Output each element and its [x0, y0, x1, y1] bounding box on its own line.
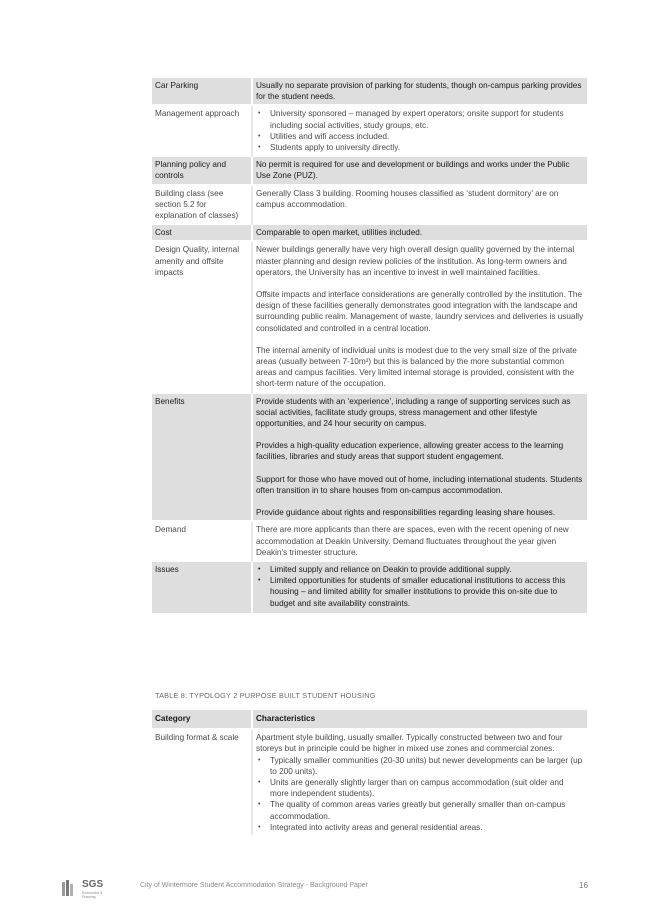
- row-label: Car Parking: [152, 78, 252, 105]
- row-text: Generally Class 3 building. Rooming houses classified as ‘student dormitory’ are on campus accommodation.: [252, 185, 587, 225]
- bullet-list: [256, 564, 584, 609]
- accommodation-table: [152, 78, 587, 613]
- page-number: 16: [579, 881, 588, 890]
- row-label: Benefits: [152, 393, 252, 522]
- list-item: • Utilities and wifi access included.: [256, 131, 584, 142]
- paragraph: Support for those who have moved out of home, including international students. Students often transition in to share houses from on-campus accommodation.: [256, 474, 583, 495]
- table-caption: TABLE 8: TYPOLOGY 2 PURPOSE BUILT STUDENT HOUSING: [155, 691, 376, 700]
- typology-table: [152, 710, 587, 835]
- paragraph: Newer buildings generally have very high overall design quality governed by the internal master planning and design review policies of the institution. As long-term owners and operators, the University has an incentive to invest in well maintained facilities.: [256, 245, 575, 277]
- paragraph: The internal amenity of individual units is modest due to the very small size of the private areas (usually between 7-10m²) but this is balanced by the more substantial common areas and campus facilities. Very limited internal storage is provided, consistent with the short-term nature of the occupation.: [256, 345, 577, 389]
- list-item: • University sponsored – managed by expert operators; onsite support for students including social activities, study groups, etc.: [256, 108, 584, 130]
- row-text: There are more applicants than there are spaces, even with the recent opening of new accommodation at Deakin University. Demand fluctuates throughout the year given Deakin’s trimester structure.: [252, 521, 587, 561]
- row-label: Cost: [152, 224, 252, 241]
- table-row: [152, 521, 587, 561]
- row-label: Management approach: [152, 105, 252, 156]
- row-label: Planning policy and controls: [152, 156, 252, 184]
- sgs-logo: [60, 878, 110, 900]
- column-header: Category: [152, 710, 252, 729]
- bullet-list: [256, 108, 584, 153]
- paragraph: Provide guidance about rights and responsibilities regarding leasing share houses.: [256, 508, 556, 518]
- list-item: • The quality of common areas varies greatly but generally smaller than on-campus accommodation.: [256, 799, 584, 821]
- row-text: Comparable to open market, utilities included.: [252, 224, 587, 241]
- table-row: [152, 224, 587, 241]
- paragraph: Offsite impacts and interface considerations are generally controlled by the institution. The design of these facilities generally demonstrates good integration with the landscape and surrounding public realm. Management of waste, laundry services and deliveries is usually consolidated and controlled in a central location.: [256, 290, 584, 333]
- paragraph: Provide students with an ‘experience’, including a range of supporting services such as social activities, facilitate study groups, stress management and other lifestyle opportunities, and 24 hour security on campus.: [256, 396, 571, 429]
- row-label: Building format & scale: [152, 729, 252, 835]
- table-row: [152, 105, 587, 156]
- table-row: [152, 393, 587, 522]
- paragraph: Provides a high-quality education experience, allowing greater access to the learning facilities, libraries and study areas that support student engagement.: [256, 441, 564, 462]
- list-item: • Limited supply and reliance on Deakin to provide additional supply.: [256, 564, 584, 575]
- logo-text: SGS: [82, 879, 104, 890]
- table-row: [152, 185, 587, 225]
- column-header: Characteristics: [252, 710, 587, 729]
- row-text: Usually no separate provision of parking for students, though on-campus parking provides for the student needs.: [252, 78, 587, 105]
- paragraph: Apartment style building, usually smaller. Typically constructed between two and four storeys but in principle could be higher in mixed use zones and commercial zones.: [256, 733, 563, 754]
- row-label: Issues: [152, 561, 252, 613]
- table-header-row: [152, 710, 587, 729]
- row-label: Building class (see section 5.2 for explanation of classes): [152, 185, 252, 225]
- table-row: [152, 561, 587, 613]
- list-item: • Typically smaller communities (20-30 units) but newer developments can be larger (up to 200 units).: [256, 755, 584, 777]
- table-row: [152, 241, 587, 392]
- row-text: No permit is required for use and development or buildings and works under the Public Use Zone (PUZ).: [252, 156, 587, 184]
- list-item: • Limited opportunities for students of smaller educational institutions to access this housing – and limited ability for smaller institutions to provide this on-site due to budget and site availability constraints.: [256, 575, 584, 609]
- row-label: Demand: [152, 521, 252, 561]
- table-row: [152, 729, 587, 835]
- list-item: • Integrated into activity areas and general residential areas.: [256, 822, 584, 833]
- bullet-list: [256, 755, 584, 833]
- footer-title: City of Wintermore Student Accommodation Strategy - Background Paper: [140, 882, 368, 889]
- table-row: [152, 156, 587, 184]
- list-item: • Units are generally slightly larger than on campus accommodation (suit older and more independent students).: [256, 777, 584, 799]
- logo-subtext: Economics & Planning: [82, 891, 103, 899]
- row-label: Design Quality, internal amenity and offsite impacts: [152, 241, 252, 392]
- table-row: [152, 78, 587, 105]
- list-item: • Students apply to university directly.: [256, 142, 584, 153]
